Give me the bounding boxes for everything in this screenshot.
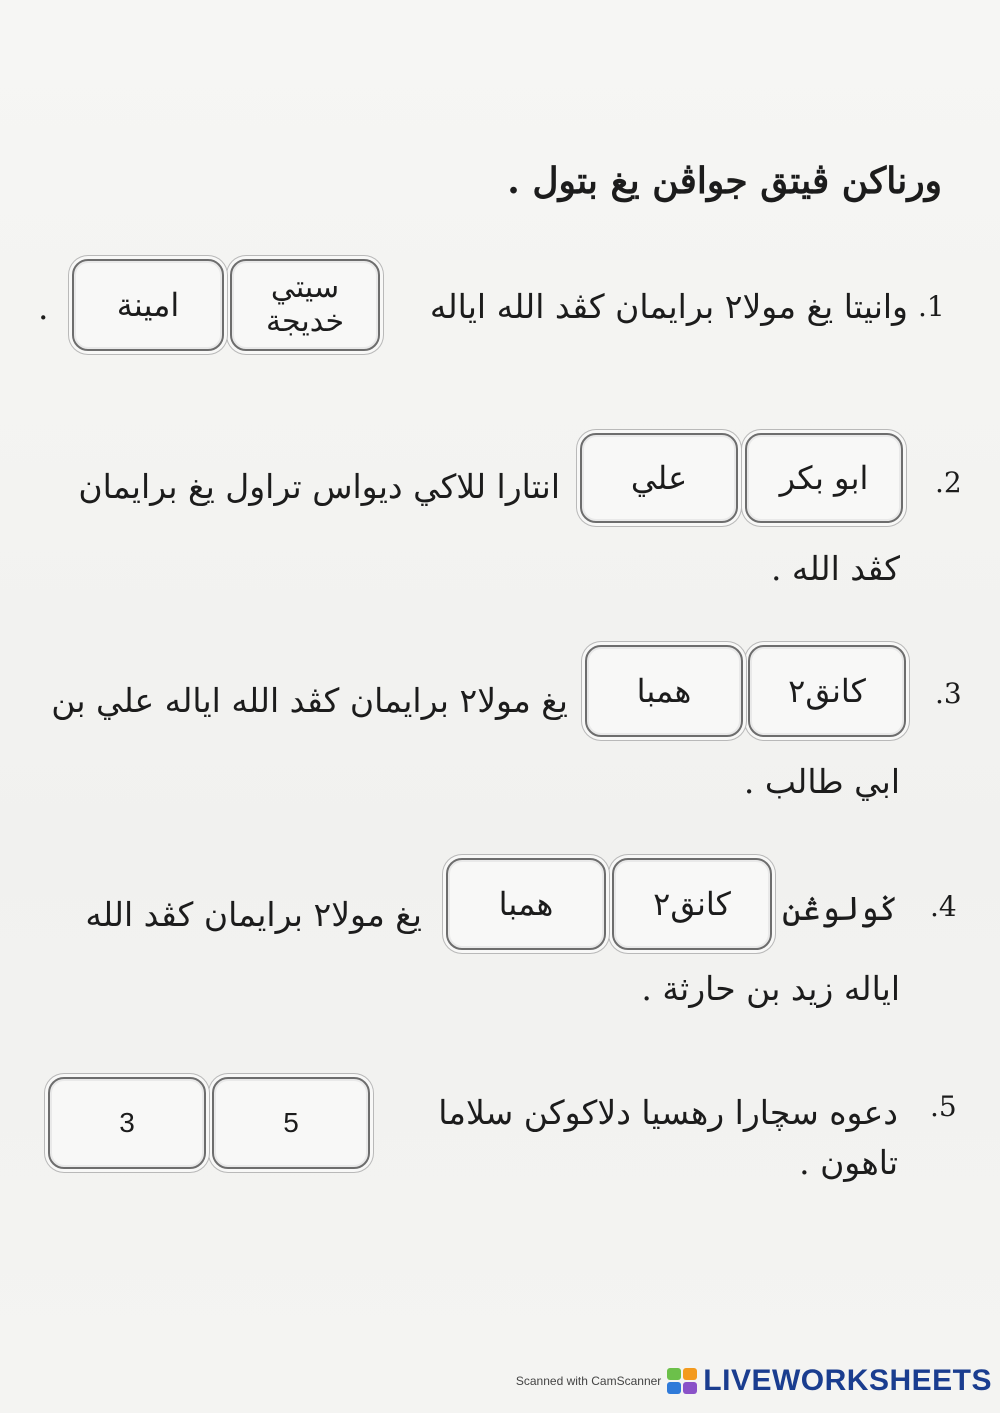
liveworksheets-logo-icon [667,1368,697,1394]
scanned-label: Scanned with CamScanner [515,1374,662,1388]
question-2-number: .2 [935,466,962,499]
question-3-option-2[interactable] [585,645,743,737]
question-3-text-line-2: ابي طالب . [743,762,900,801]
question-4-option-1-label: كانق٢ [653,884,731,923]
question-2-option-2[interactable] [580,433,738,523]
question-4-text-line-2: ايال‍ه زيد بن حارثة . [641,969,900,1008]
question-2-text-line-1: انتارا للاكي ديواس تراول يغ برايمان [78,467,560,506]
question-1-number: .1 [918,290,945,323]
worksheet-title: ورناكن ڤيتق جواڤن يغ بتول . [507,160,942,202]
question-1-option-2-label: امينة [116,285,180,324]
question-4-prefix: ݢولوڠن [781,889,898,928]
question-4-option-2-label: همبا [498,884,554,923]
question-5-option-1-label: 5 [283,1106,299,1138]
question-4-option-1[interactable] [612,858,772,950]
question-3-option-1[interactable] [748,645,906,737]
question-2-option-1-label: ابو بكر [779,458,869,497]
question-5-number: .5 [930,1090,957,1123]
question-3-option-1-label: كانق٢ [788,671,866,710]
question-3-text-line-1: يغ مولا٢ برايمان كڤد الله اياله علي بن [51,681,568,720]
question-5-option-1[interactable] [212,1077,370,1169]
question-1-option-2[interactable] [72,259,224,351]
question-1-text: وانيتا يغ مولا٢ برايمان كڤد الله اياله [429,287,908,326]
question-2-option-2-label: علي [630,458,688,497]
question-1-option-1[interactable] [230,259,380,351]
footer [516,1361,992,1401]
question-5-option-2-label: 3 [119,1106,135,1138]
question-3-number: .3 [935,677,962,710]
question-3-option-2-label: همبا [636,671,692,710]
question-4-option-2[interactable] [446,858,606,950]
question-2-option-1[interactable] [745,433,903,523]
question-5-text-line-2: تاهون . [799,1143,898,1182]
question-1-option-1-label: سيتي خديجة [265,269,345,339]
question-2-text-line-2: كڤد الله . [770,549,900,588]
question-4-number: .4 [930,890,957,923]
question-4-text-line-1: يغ مولا٢ برايمان كڤد الله [85,895,422,934]
question-5-text-line-1: دعوه سچارا رهسيا دلاكوكن سلاما [438,1093,898,1132]
liveworksheets-brand: LIVEWORKSHEETS [703,1364,992,1397]
question-1-end-mark: . [38,288,49,327]
question-5-option-2[interactable] [48,1077,206,1169]
